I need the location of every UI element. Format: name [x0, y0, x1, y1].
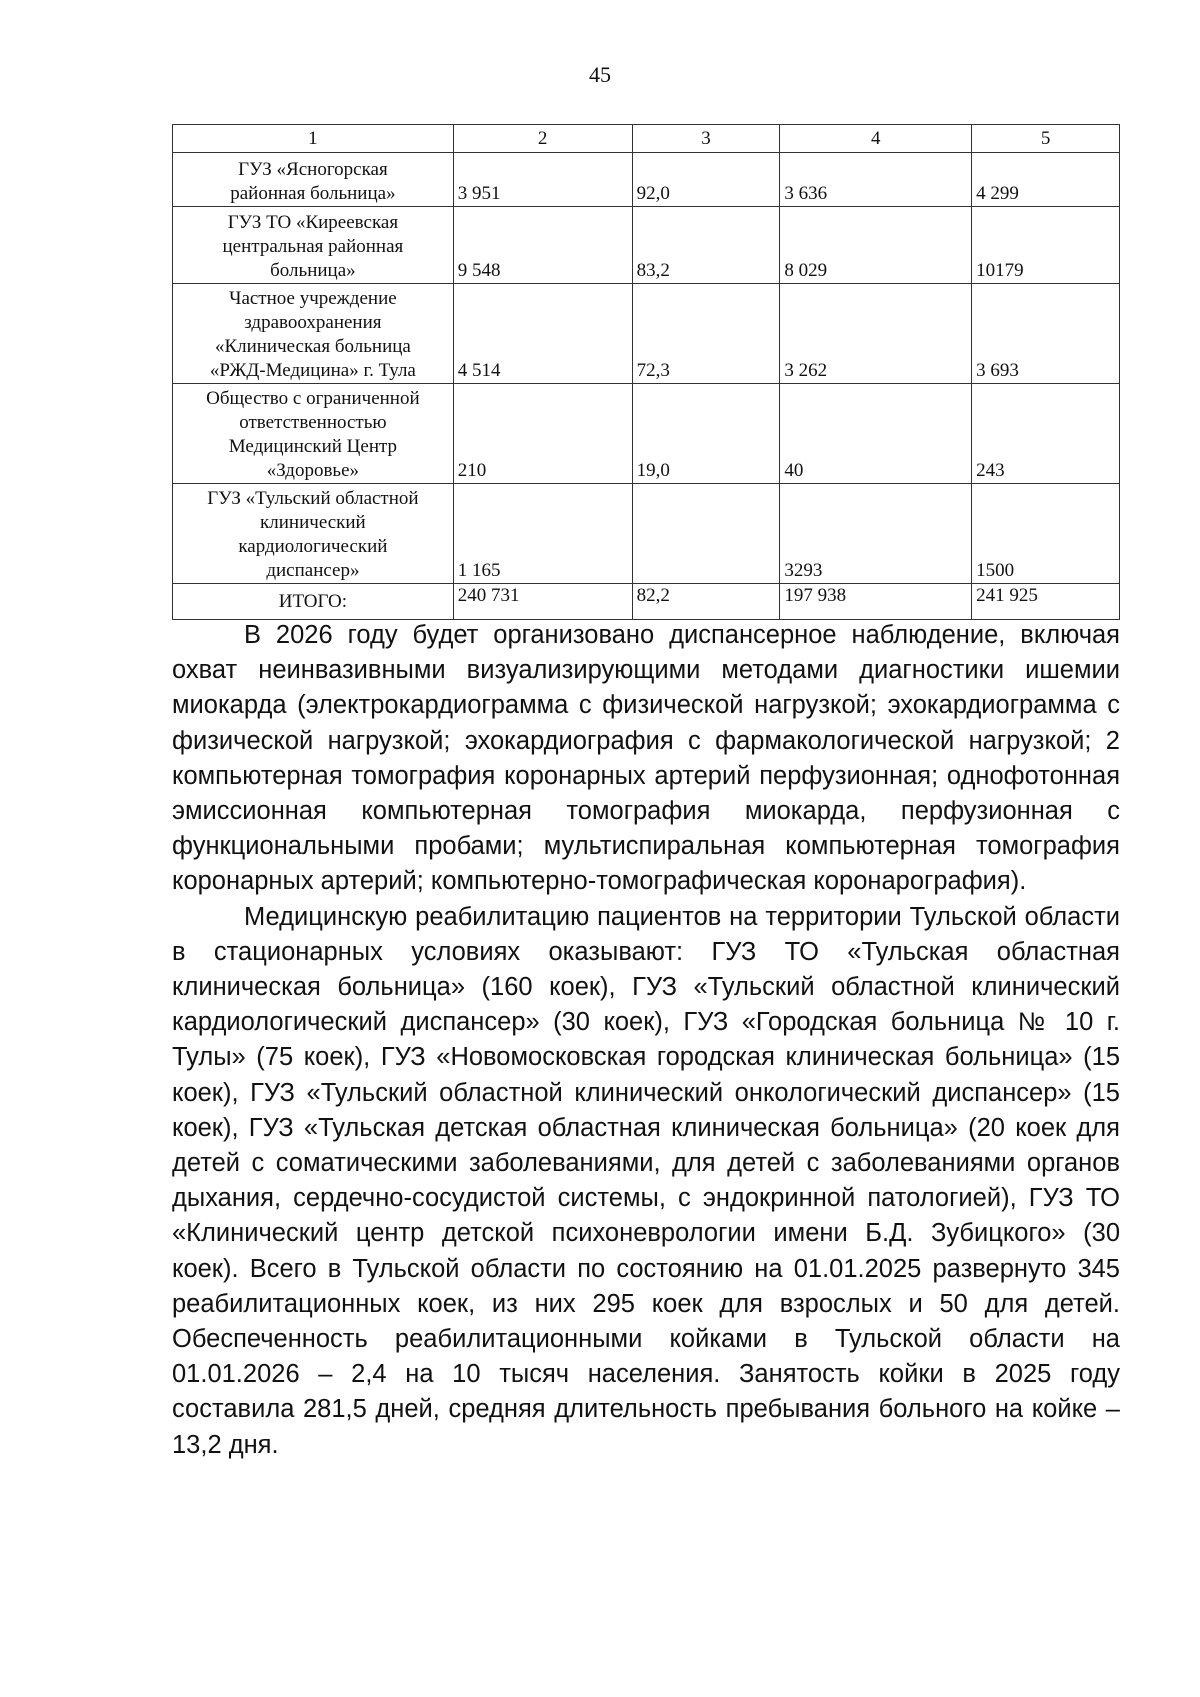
value-cell: 72,3 [632, 284, 780, 384]
paragraph: Медицинскую реабилитацию пациентов на территории Тульской области в стационарных условиях оказывают: ГУЗ ТО «Тульская областная клиническая больница» (160 коек), ГУЗ «Тульский областной клинический кардиологический диспансер» (30 коек), ГУЗ «Городская больница № 10 г. Тулы» (75 коек), ГУЗ «Новомосковская городская клиническая больница» (15 коек), ГУЗ «Тульский областной клинический онкологический диспансер» (15 коек), ГУЗ «Тульская детская областная клиническая больница» (20 коек для детей с соматическими заболеваниями, для детей с заболеваниями органов дыхания, сердечно-сосудистой системы, с эндокринной патологией), ГУЗ ТО «Клинический центр детской психоневрологии имени Б.Д. Зубицкого» (30 коек). Всего в Тульской области по состоянию на 01.01.2025 развернуто 345 реабилитационных коек, из них 295 коек для взрослых и 50 для детей. Обеспеченность реабилитационными койками в Тульской области на 01.01.2026 – 2,4 на 10 тысяч населения. Занятость койки в 2025 году составила 281,5 дней, средняя длительность пребывания больного на койке – 13,2 дня. [172, 902, 1120, 1459]
value-cell: 243 [972, 384, 1120, 484]
header-cell: 5 [972, 125, 1120, 153]
total-value: 197 938 [780, 584, 972, 620]
value-cell: 4 299 [972, 153, 1120, 207]
hospital-table [172, 124, 1120, 620]
header-cell: 1 [173, 125, 454, 153]
value-cell: 9 548 [453, 207, 632, 284]
value-cell: 1 165 [453, 484, 632, 584]
total-value: 241 925 [972, 584, 1120, 620]
table-header-row [173, 125, 1120, 153]
total-value: 82,2 [632, 584, 780, 620]
body-text [172, 618, 1120, 1463]
total-row [173, 584, 1120, 620]
value-cell: 40 [780, 384, 972, 484]
org-name-cell: Общество с ограниченной ответственностью Медицинский Центр «Здоровье» [173, 384, 454, 484]
value-cell: 10179 [972, 207, 1120, 284]
page-number: 45 [589, 62, 611, 87]
value-cell: 4 514 [453, 284, 632, 384]
org-name-cell: ГУЗ «Тульский областной клинический кардиологический диспансер» [173, 484, 454, 584]
value-cell: 3 636 [780, 153, 972, 207]
value-cell: 8 029 [780, 207, 972, 284]
value-cell: 83,2 [632, 207, 780, 284]
table-row [173, 484, 1120, 584]
header-cell: 3 [632, 125, 780, 153]
total-value: 240 731 [453, 584, 632, 620]
value-cell: 19,0 [632, 384, 780, 484]
header-cell: 4 [780, 125, 972, 153]
value-cell: 210 [453, 384, 632, 484]
value-cell [632, 484, 780, 584]
value-cell: 1500 [972, 484, 1120, 584]
value-cell: 3293 [780, 484, 972, 584]
org-name-cell: Частное учреждение здравоохранения «Клиническая больница «РЖД-Медицина» г. Тула [173, 284, 454, 384]
org-name-cell: ГУЗ «Ясногорская районная больница» [173, 153, 454, 207]
header-cell: 2 [453, 125, 632, 153]
paragraph: В 2026 году будет организовано диспансерное наблюдение, включая охват неинвазивными визуализирующими методами диагностики ишемии миокарда (электрокардиограмма с физической нагрузкой; эхокардиограмма с физической нагрузкой; эхокардиография с фармакологической нагрузкой; 2 компьютерная томография коронарных артерий перфузионная; однофотонная эмиссионная компьютерная томография миокарда, перфузионная с функциональными пробами; мультиспиральная компьютерная томография коронарных артерий; компьютерно-томографическая коронарография). [172, 621, 1120, 896]
value-cell: 3 693 [972, 284, 1120, 384]
table-row [173, 207, 1120, 284]
table-row [173, 153, 1120, 207]
value-cell: 92,0 [632, 153, 780, 207]
value-cell: 3 262 [780, 284, 972, 384]
org-name-cell: ГУЗ ТО «Киреевская центральная районная больница» [173, 207, 454, 284]
table-row [173, 384, 1120, 484]
total-label: ИТОГО: [173, 584, 454, 620]
table-row [173, 284, 1120, 384]
value-cell: 3 951 [453, 153, 632, 207]
